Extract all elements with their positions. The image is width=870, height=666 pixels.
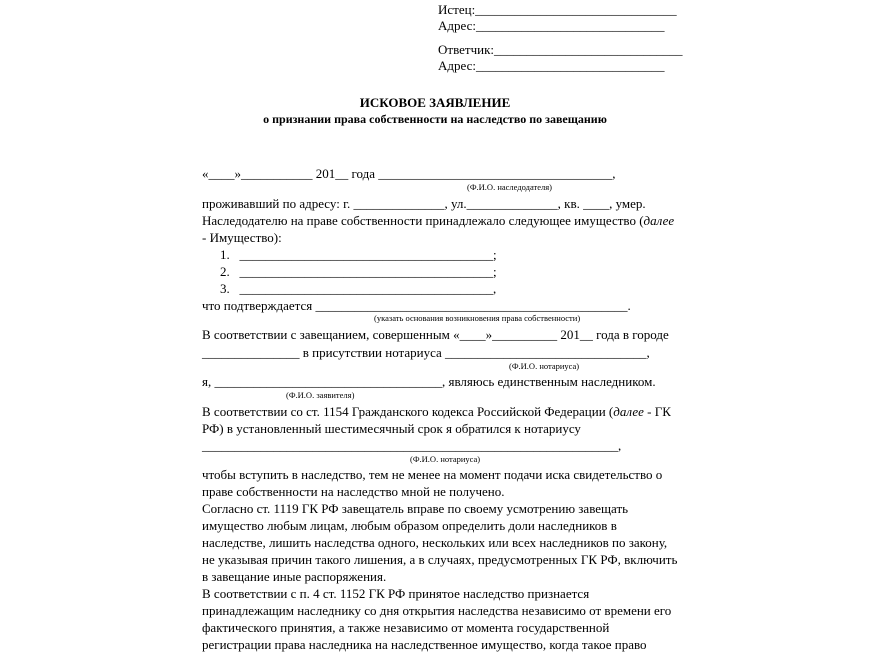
paragraph-line-11: регистрации права наследника на наследственное имущество, когда такое право bbox=[202, 637, 647, 652]
document-subtitle: о признании права собственности на наследство по завещанию bbox=[263, 112, 607, 126]
caption-notary-name-2: (Ф.И.О. нотариуса) bbox=[410, 454, 481, 464]
paragraph-line-5: наследстве, лишить наследства одного, нескольких или всех наследников по закону, bbox=[202, 535, 668, 550]
caption-testator-name: (Ф.И.О. наследодателя) bbox=[467, 182, 552, 192]
paragraph-line-10: фактического принятия, а также независимо от момента государственной bbox=[202, 620, 610, 635]
paragraph-line-2: праве собственности на наследство мной не получено. bbox=[202, 484, 505, 499]
confirmation-line: что подтверждается ________________________________________________. bbox=[202, 298, 631, 313]
property-item-3: 3. _______________________________________, bbox=[220, 281, 497, 296]
article-1154-line: В соответствии со ст. 1154 Гражданского кодекса Российской Федерации (далее - ГК bbox=[202, 404, 671, 419]
date-line: «____»___________ 201__ года ____________________________________, bbox=[202, 166, 616, 181]
caption-ownership-basis: (указать основания возникновения права собственности) bbox=[374, 313, 581, 323]
defendant-address-field: Адрес:_____________________________ bbox=[438, 58, 665, 73]
term-line: РФ) в установленный шестимесячный срок я обратился к нотариусу bbox=[202, 421, 581, 436]
paragraph-line-8: В соответствии с п. 4 ст. 1152 ГК РФ принятое наследство признается bbox=[202, 586, 590, 601]
will-line: В соответствии с завещанием, совершенным «____»__________ 201__ года в городе bbox=[202, 327, 669, 342]
paragraph-line-4: имущество любым лицам, любым образом определить доли наследников в bbox=[202, 518, 617, 533]
paragraph-line-6: не указывая причин такого лишения, а в случаях, предусмотренных ГК РФ, включить bbox=[202, 552, 678, 567]
paragraph-line-1: чтобы вступить в наследство, тем не менее на момент подачи иска свидетельство о bbox=[202, 467, 663, 482]
paragraph-line-3: Согласно ст. 1119 ГК РФ завещатель вправе по своему усмотрению завещать bbox=[202, 501, 629, 516]
heir-line: я, ___________________________________, являюсь единственным наследником. bbox=[202, 374, 656, 389]
property-item-1: 1. _______________________________________; bbox=[220, 247, 497, 262]
property-label-line: - Имущество): bbox=[202, 230, 282, 245]
paragraph-line-9: принадлежащим наследнику со дня открытия наследства независимо от времени его bbox=[202, 603, 672, 618]
paragraph-line-7: в завещание иные распоряжения. bbox=[202, 569, 387, 584]
property-line: Наследодателю на праве собственности принадлежало следующее имущество (далее bbox=[202, 213, 675, 228]
defendant-field: Ответчик:_____________________________ bbox=[438, 42, 683, 57]
notary-line: _______________ в присутствии нотариуса _______________________________, bbox=[202, 345, 650, 360]
document-title: ИСКОВОЕ ЗАЯВЛЕНИЕ bbox=[359, 95, 511, 110]
caption-applicant-name: (Ф.И.О. заявителя) bbox=[286, 390, 355, 400]
plaintiff-field: Истец:_______________________________ bbox=[438, 2, 677, 17]
plaintiff-address-field: Адрес:_____________________________ bbox=[438, 18, 665, 33]
notary-name-line: ________________________________________________________________, bbox=[202, 438, 622, 453]
property-item-2: 2. _______________________________________; bbox=[220, 264, 497, 279]
caption-notary-name-1: (Ф.И.О. нотариуса) bbox=[509, 361, 580, 371]
address-line: проживавший по адресу: г. ______________, ул.______________, кв. ____, умер. bbox=[202, 196, 646, 211]
